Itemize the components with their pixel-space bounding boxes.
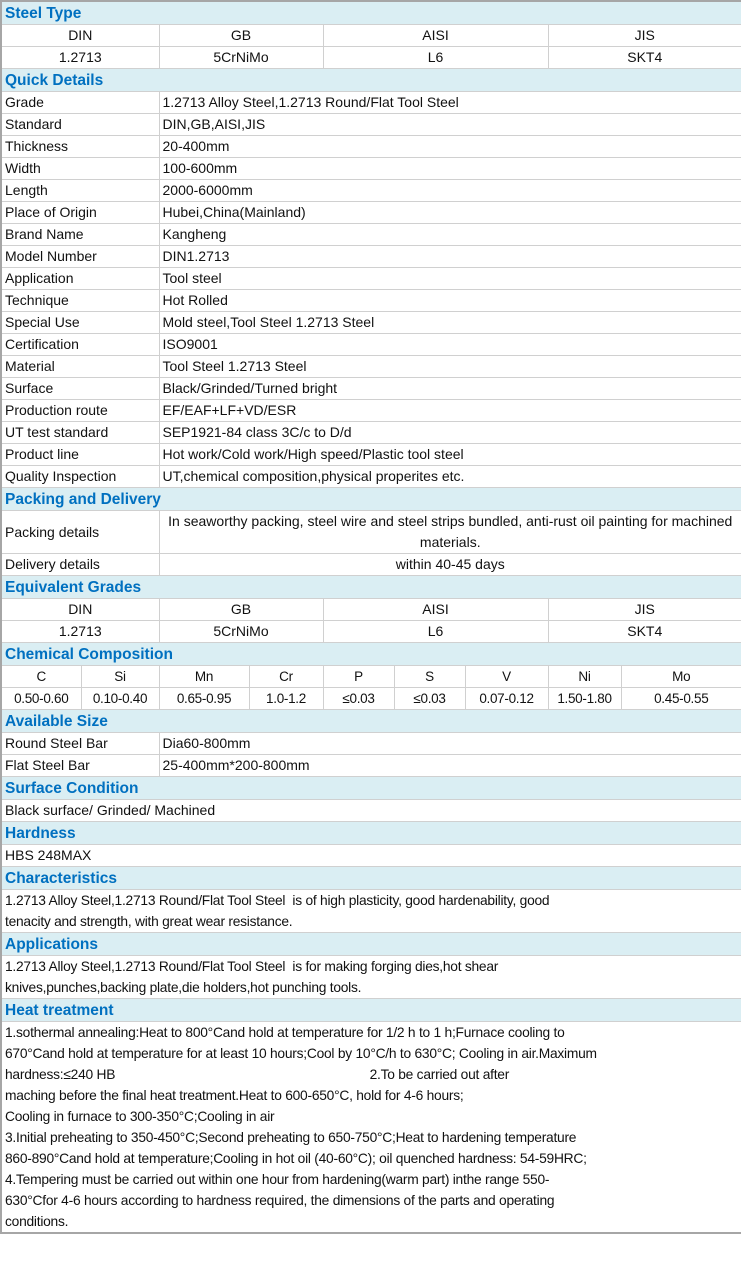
field-value: 25-400mm*200-800mm bbox=[159, 755, 741, 777]
field-value: 100-600mm bbox=[159, 158, 741, 180]
element-header: V bbox=[465, 666, 548, 688]
field-value: In seaworthy packing, steel wire and steel strips bundled, anti-rust oil painting for machined materials. bbox=[159, 511, 741, 554]
table-row bbox=[1, 334, 741, 356]
text-line: 1.sothermal annealing:Heat to 800°Cand hold at temperature for 1/2 h to 1 h;Furnace cooling to bbox=[5, 1025, 565, 1040]
table-row bbox=[1, 755, 741, 777]
field-label: Special Use bbox=[1, 312, 159, 334]
field-label: Production route bbox=[1, 400, 159, 422]
text-line: tenacity and strength, with great wear resistance. bbox=[5, 914, 293, 929]
section-header-row bbox=[1, 488, 741, 511]
element-range: ≤0.03 bbox=[394, 688, 465, 710]
table-row bbox=[1, 444, 741, 466]
field-label: Surface bbox=[1, 378, 159, 400]
field-label: Material bbox=[1, 356, 159, 378]
element-range: 0.45-0.55 bbox=[621, 688, 741, 710]
text-line: 1.2713 Alloy Steel,1.2713 Round/Flat Tool Steel is for making forging dies,hot shear bbox=[5, 959, 499, 974]
element-range: 1.50-1.80 bbox=[548, 688, 621, 710]
field-value: Black/Grinded/Turned bright bbox=[159, 378, 741, 400]
field-value: Hot work/Cold work/High speed/Plastic tool steel bbox=[159, 444, 741, 466]
element-header: Si bbox=[81, 666, 159, 688]
element-range: 0.10-0.40 bbox=[81, 688, 159, 710]
element-header: S bbox=[394, 666, 465, 688]
table-row bbox=[1, 956, 741, 999]
field-label: Width bbox=[1, 158, 159, 180]
table-row bbox=[1, 356, 741, 378]
field-label: Certification bbox=[1, 334, 159, 356]
section-title: Characteristics bbox=[1, 867, 741, 890]
field-label: Product line bbox=[1, 444, 159, 466]
text-line: 1.2713 Alloy Steel,1.2713 Round/Flat Tool Steel is of high plasticity, good hardenability, good bbox=[5, 893, 550, 908]
section-title: Heat treatment bbox=[1, 999, 741, 1022]
table-row bbox=[1, 890, 741, 933]
element-header: P bbox=[323, 666, 394, 688]
field-value: Hot Rolled bbox=[159, 290, 741, 312]
field-label: Technique bbox=[1, 290, 159, 312]
table-row bbox=[1, 733, 741, 755]
section-header-row bbox=[1, 777, 741, 800]
column-header: JIS bbox=[548, 25, 741, 47]
table-row bbox=[1, 422, 741, 444]
field-label: Quality Inspection bbox=[1, 466, 159, 488]
text-cell: HBS 248MAX bbox=[1, 845, 741, 867]
table-row bbox=[1, 666, 741, 688]
text-line: 670°Cand hold at temperature for at least 10 hours;Cool by 10°C/h to 630°C; Cooling in air.Maximum bbox=[5, 1046, 597, 1061]
element-range: ≤0.03 bbox=[323, 688, 394, 710]
field-label: Application bbox=[1, 268, 159, 290]
element-range: 0.07-0.12 bbox=[465, 688, 548, 710]
section-header-row bbox=[1, 822, 741, 845]
field-value: Hubei,China(Mainland) bbox=[159, 202, 741, 224]
table-row bbox=[1, 25, 741, 47]
section-title: Applications bbox=[1, 933, 741, 956]
field-value: 2000-6000mm bbox=[159, 180, 741, 202]
text-cell: Black surface/ Grinded/ Machined bbox=[1, 800, 741, 822]
column-header: GB bbox=[159, 25, 323, 47]
table-cell: 5CrNiMo bbox=[159, 47, 323, 69]
text-line: 4.Tempering must be carried out within one hour from hardening(warm part) inthe range 550- bbox=[5, 1172, 550, 1187]
table-row bbox=[1, 224, 741, 246]
field-value: Dia60-800mm bbox=[159, 733, 741, 755]
table-row bbox=[1, 246, 741, 268]
field-value: EF/EAF+LF+VD/ESR bbox=[159, 400, 741, 422]
element-header: Mn bbox=[159, 666, 249, 688]
table-row bbox=[1, 180, 741, 202]
field-label: Grade bbox=[1, 92, 159, 114]
table-cell: SKT4 bbox=[548, 47, 741, 69]
section-title: Chemical Composition bbox=[1, 643, 741, 666]
paragraph-cell bbox=[1, 1022, 741, 1234]
table-row bbox=[1, 92, 741, 114]
column-header: AISI bbox=[323, 25, 548, 47]
field-value: within 40-45 days bbox=[159, 554, 741, 576]
element-range: 0.65-0.95 bbox=[159, 688, 249, 710]
table-cell: SKT4 bbox=[548, 621, 741, 643]
table-cell: 1.2713 bbox=[1, 47, 159, 69]
table-row bbox=[1, 511, 741, 554]
text-line: maching before the final heat treatment.Heat to 600-650°C, hold for 4-6 hours; bbox=[5, 1088, 464, 1103]
section-header-row bbox=[1, 576, 741, 599]
table-cell: 5CrNiMo bbox=[159, 621, 323, 643]
table-row bbox=[1, 466, 741, 488]
section-title: Steel Type bbox=[1, 1, 741, 25]
column-header: JIS bbox=[548, 599, 741, 621]
table-row bbox=[1, 1022, 741, 1234]
section-title: Hardness bbox=[1, 822, 741, 845]
field-value: 20-400mm bbox=[159, 136, 741, 158]
text-line: 3.Initial preheating to 350-450°C;Second preheating to 650-750°C;Heat to hardening temperature bbox=[5, 1130, 577, 1145]
element-header: C bbox=[1, 666, 81, 688]
column-header: AISI bbox=[323, 599, 548, 621]
field-value: SEP1921-84 class 3C/c to D/d bbox=[159, 422, 741, 444]
element-header: Ni bbox=[548, 666, 621, 688]
field-value: Tool Steel 1.2713 Steel bbox=[159, 356, 741, 378]
table-row bbox=[1, 202, 741, 224]
text-line: hardness:≤240 HB 2.To be carried out after bbox=[5, 1067, 510, 1082]
table-row bbox=[1, 114, 741, 136]
text-line: 630°Cfor 4-6 hours according to hardness required, the dimensions of the parts and operating bbox=[5, 1193, 555, 1208]
column-header: DIN bbox=[1, 25, 159, 47]
table-row bbox=[1, 621, 741, 643]
field-label: UT test standard bbox=[1, 422, 159, 444]
field-label: Model Number bbox=[1, 246, 159, 268]
table-row bbox=[1, 158, 741, 180]
table-row bbox=[1, 268, 741, 290]
table-cell: L6 bbox=[323, 47, 548, 69]
field-label: Packing details bbox=[1, 511, 159, 554]
table-cell: L6 bbox=[323, 621, 548, 643]
table-row bbox=[1, 378, 741, 400]
paragraph-cell bbox=[1, 890, 741, 933]
table-row bbox=[1, 290, 741, 312]
section-title: Packing and Delivery bbox=[1, 488, 741, 511]
section-title: Equivalent Grades bbox=[1, 576, 741, 599]
field-value: ISO9001 bbox=[159, 334, 741, 356]
field-value: Mold steel,Tool Steel 1.2713 Steel bbox=[159, 312, 741, 334]
section-title: Available Size bbox=[1, 710, 741, 733]
field-value: Kangheng bbox=[159, 224, 741, 246]
field-label: Standard bbox=[1, 114, 159, 136]
table-row bbox=[1, 688, 741, 710]
field-label: Thickness bbox=[1, 136, 159, 158]
table-row bbox=[1, 599, 741, 621]
table-row bbox=[1, 312, 741, 334]
section-title: Surface Condition bbox=[1, 777, 741, 800]
field-label: Round Steel Bar bbox=[1, 733, 159, 755]
field-label: Brand Name bbox=[1, 224, 159, 246]
section-header-row bbox=[1, 643, 741, 666]
field-value: 1.2713 Alloy Steel,1.2713 Round/Flat Tool Steel bbox=[159, 92, 741, 114]
column-header: DIN bbox=[1, 599, 159, 621]
element-header: Cr bbox=[249, 666, 323, 688]
section-title: Quick Details bbox=[1, 69, 741, 92]
section-header-row bbox=[1, 1, 741, 25]
table-row bbox=[1, 800, 741, 822]
text-line: conditions. bbox=[5, 1214, 69, 1229]
field-label: Flat Steel Bar bbox=[1, 755, 159, 777]
element-range: 0.50-0.60 bbox=[1, 688, 81, 710]
element-header: Mo bbox=[621, 666, 741, 688]
section-header-row bbox=[1, 867, 741, 890]
paragraph-cell bbox=[1, 956, 741, 999]
field-value: UT,chemical composition,physical properites etc. bbox=[159, 466, 741, 488]
field-value: DIN1.2713 bbox=[159, 246, 741, 268]
section-header-row bbox=[1, 933, 741, 956]
section-header-row bbox=[1, 999, 741, 1022]
field-value: DIN,GB,AISI,JIS bbox=[159, 114, 741, 136]
field-label: Delivery details bbox=[1, 554, 159, 576]
section-header-row bbox=[1, 710, 741, 733]
table-row bbox=[1, 136, 741, 158]
table-row bbox=[1, 554, 741, 576]
field-label: Length bbox=[1, 180, 159, 202]
table-row bbox=[1, 845, 741, 867]
section-header-row bbox=[1, 69, 741, 92]
column-header: GB bbox=[159, 599, 323, 621]
table-cell: 1.2713 bbox=[1, 621, 159, 643]
element-range: 1.0-1.2 bbox=[249, 688, 323, 710]
field-value: Tool steel bbox=[159, 268, 741, 290]
field-label: Place of Origin bbox=[1, 202, 159, 224]
table-row bbox=[1, 47, 741, 69]
text-line: knives,punches,backing plate,die holders,hot punching tools. bbox=[5, 980, 362, 995]
table-row bbox=[1, 400, 741, 422]
text-line: Cooling in furnace to 300-350°C;Cooling in air bbox=[5, 1109, 275, 1124]
text-line: 860-890°Cand hold at temperature;Cooling in hot oil (40-60°C); oil quenched hardness: 54-59HRC; bbox=[5, 1151, 587, 1166]
